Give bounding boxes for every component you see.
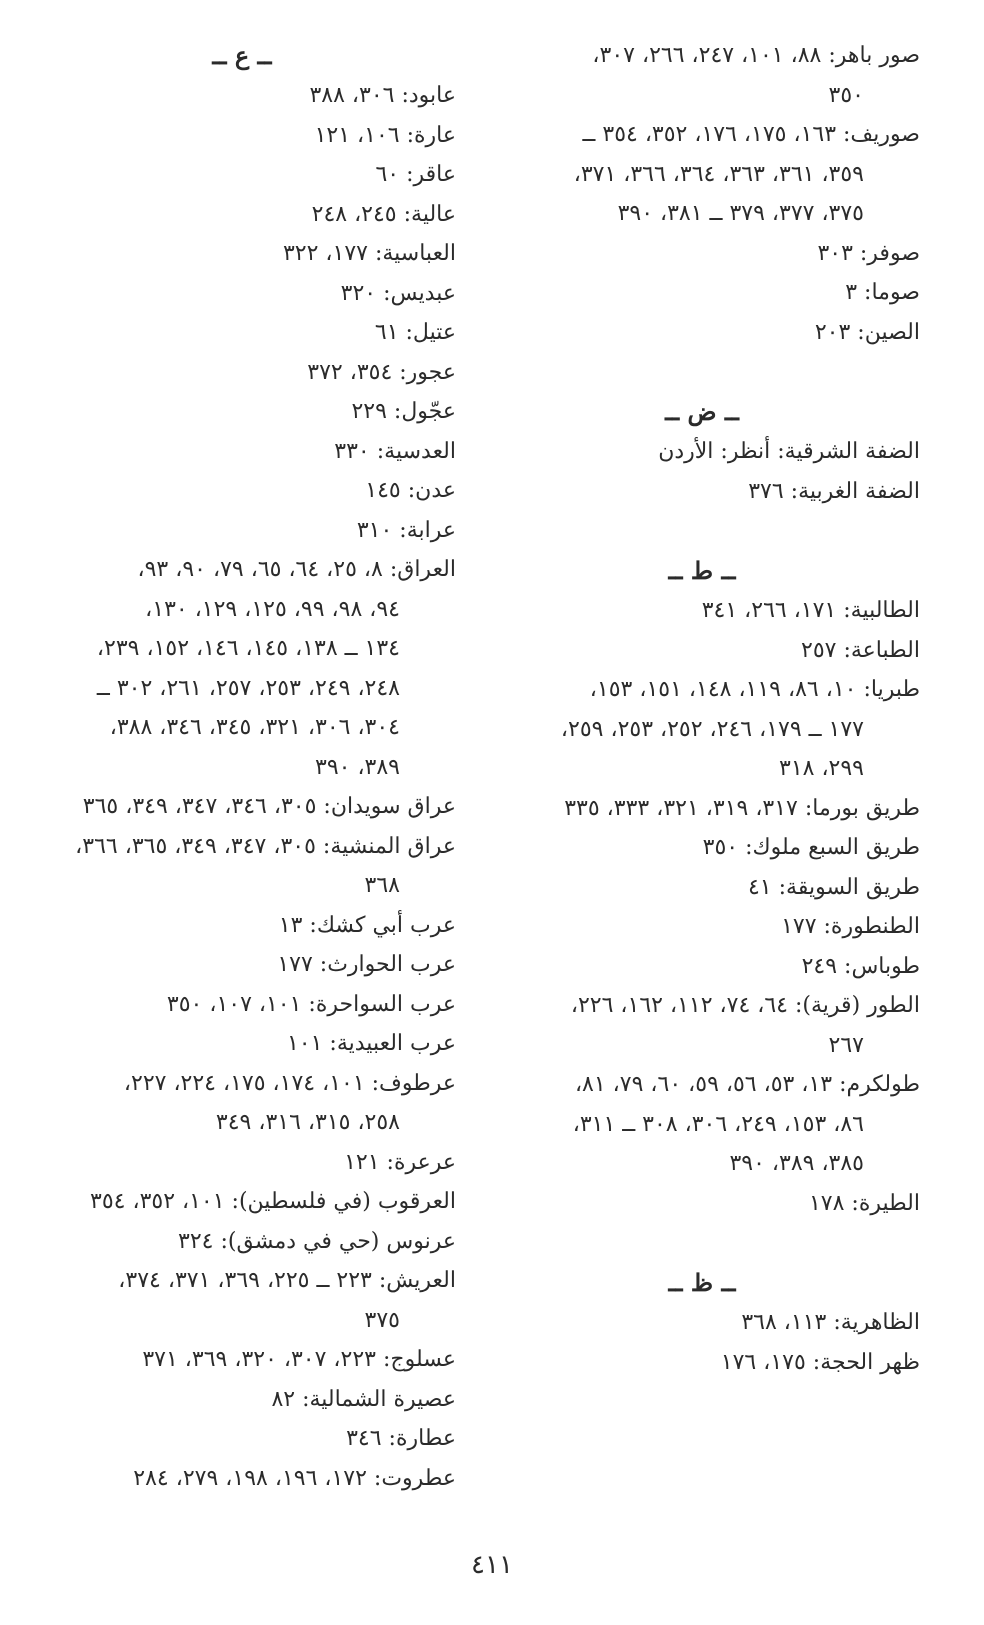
entry-refs: ٣٣٠ [334, 438, 370, 464]
entry-refs: ١٠، ٨٦، ١١٩، ١٤٨، ١٥١، ١٥٣، [589, 677, 857, 702]
entry-name: عاقر [413, 162, 456, 187]
entry-name: الظاهرية [840, 1310, 920, 1335]
index-entry: عرب السواحرة: ١٠١، ١٠٧، ٣٥٠ [166, 991, 456, 1017]
entry-name: عراق المنشية [330, 833, 456, 859]
entry-name: الطنطورة [830, 914, 920, 939]
index-entry: الطور (قرية): ٦٤، ٧٤، ١١٢، ١٦٢، ٢٢٦، ٢٦٧ [484, 986, 920, 1065]
entry-refs: ٣ [845, 280, 858, 305]
index-entry: الظاهرية: ١١٣، ٣٦٨ [741, 1310, 920, 1335]
entry-name: العرقوب (في فلسطين) [238, 1189, 456, 1214]
entry-name: العريش [386, 1268, 456, 1293]
entry-name: طريق السويقة [786, 874, 920, 900]
entry-refs: ١٧٧ [277, 952, 313, 977]
entry-refs: ٣٠٥، ٣٤٦، ٣٤٧، ٣٤٩، ٣٦٥ [82, 794, 317, 819]
entry-refs: ٢٤٩ [801, 953, 838, 979]
entry-refs: ٦١ [374, 320, 399, 345]
index-entry: الطالبية: ١٧١، ٢٦٦، ٣٤١ [701, 598, 920, 623]
entry-name: صوريف [850, 122, 920, 147]
entry-name: طريق بورما [812, 795, 920, 821]
entry-refs: ١٧٢، ١٩٦، ١٩٨، ٢٧٩، ٢٨٤ [133, 1465, 367, 1491]
index-entry: عاقر: ٦٠ [375, 162, 456, 187]
index-entry: عرب العبيدية: ١٠١ [286, 1031, 456, 1056]
entry-name: عرب السواحرة [315, 991, 456, 1017]
entry-name: العدسية [384, 438, 456, 464]
entry-name: عدن [415, 478, 456, 503]
entry-refs: ٣٢٤ [178, 1228, 214, 1254]
index-entry: عصيرة الشمالية: ٨٢ [271, 1386, 456, 1412]
entry-refs-cont: ٢٦٧ [828, 1032, 864, 1058]
entry-name: عرنوس (حي في دمشق) [227, 1228, 456, 1254]
entry-refs: ١٧١، ٢٦٦، ٣٤١ [701, 598, 837, 623]
entry-refs-cont: ٣٥٠ [828, 82, 864, 108]
index-entry: عبديس: ٣٢٠ [340, 280, 456, 306]
index-entry: الطباعة: ٢٥٧ [801, 637, 920, 663]
index-entry: صوما: ٣ [845, 280, 920, 305]
index-entry: الضفة الشرقية: أنظر: الأردن [658, 439, 920, 464]
entry-name: طوباس [851, 953, 920, 979]
entry-refs: ٢٤٥، ٢٤٨ [311, 201, 397, 227]
index-entry: عدن: ١٤٥ [365, 478, 456, 503]
entry-name: الضفة الشرقية [784, 439, 920, 464]
entry-name: طولكرم [846, 1072, 920, 1097]
entry-name: صوفر [867, 240, 920, 266]
entry-name: الطور (قرية) [802, 993, 920, 1018]
entry-name: عطارة [395, 1426, 456, 1451]
page-number: ٤١١ [471, 1550, 513, 1580]
entry-refs: ١٠٦، ١٢١ [314, 122, 400, 148]
index-entry: عرطوف: ١٠١، ١٧٤، ١٧٥، ٢٢٤، ٢٢٧، ٢٥٨، ٣١٥، ٣١٦، ٣٤٩ [28, 1064, 456, 1143]
entry-refs: ٣٥٤، ٣٧٢ [307, 359, 393, 385]
index-entry: طريق بورما: ٣١٧، ٣١٩، ٣٢١، ٣٣٣، ٣٣٥ [564, 795, 920, 821]
index-entry: عسلوج: ٢٢٣، ٣٠٧، ٣٢٠، ٣٦٩، ٣٧١ [142, 1347, 456, 1372]
entry-name: عالية [411, 201, 456, 227]
entry-refs: ٣٧٦ [748, 478, 784, 504]
entry-refs: ٣٥٠ [702, 835, 739, 860]
index-entry: طولكرم: ١٣، ٥٣، ٥٦، ٥٩، ٦٠، ٧٩، ٨١، ٨٦، ١٥٣، ٢٤٩، ٣٠٦، ٣٠٨ ــ ٣١١، ٣٨٥، ٣٨٩، ٣٩٠ [484, 1065, 920, 1184]
entry-refs: ٦٠ [375, 162, 400, 187]
entry-refs: ٣٠٣ [817, 240, 853, 266]
entry-refs: ٢٢٣، ٣٠٧، ٣٢٠، ٣٦٩، ٣٧١ [142, 1347, 376, 1372]
section-heading-dad: ــ ض ــ [665, 397, 739, 426]
entry-name: عجور [406, 359, 456, 385]
section-heading-za: ــ ظ ــ [668, 1268, 736, 1297]
entry-refs-cont: ٣٨٩، ٣٩٠ [315, 754, 400, 780]
entry-name: عارة [414, 122, 456, 148]
index-entry: عرعرة: ١٢١ [344, 1149, 456, 1175]
index-entry: العباسية: ١٧٧، ٣٢٢ [282, 241, 456, 266]
index-entry: طوباس: ٢٤٩ [801, 953, 920, 979]
index-entry: الطنطورة: ١٧٧ [781, 914, 920, 939]
entry-refs: ١٧٨ [808, 1190, 845, 1216]
index-entry: الضفة الغربية: ٣٧٦ [748, 478, 920, 504]
entry-refs-cont: ١٧٧ ــ ١٧٩، ٢٤٦، ٢٥٢، ٢٥٣، ٢٥٩، [560, 716, 864, 742]
entry-name: العباسية [382, 241, 456, 266]
entry-refs: ٣٢٠ [340, 280, 377, 306]
entry-refs: ١٠١ [286, 1031, 323, 1056]
entry-name: عرطوف [379, 1070, 456, 1096]
entry-refs: ١٠١، ١٧٤، ١٧٥، ٢٢٤، ٢٢٧، [123, 1070, 365, 1096]
entry-refs: ٢٢٣ ــ ٢٢٥، ٣٦٩، ٣٧١، ٣٧٤، [118, 1268, 372, 1293]
index-entry: العريش: ٢٢٣ ــ ٢٢٥، ٣٦٩، ٣٧١، ٣٧٤، ٣٧٥ [28, 1261, 456, 1340]
index-entry: عارة: ١٠٦، ١٢١ [314, 122, 456, 148]
entry-refs: ١٠١، ١٠٧، ٣٥٠ [166, 991, 302, 1017]
index-entry: صوريف: ١٦٣، ١٧٥، ١٧٦، ٣٥٢، ٣٥٤ ــ ٣٥٩، ٣٦١، ٣٦٣، ٣٦٤، ٣٦٦، ٣٧١، ٣٧٥، ٣٧٧، ٣٧٩ ــ ٣٨١، ٣٩٠ [484, 115, 920, 234]
entry-refs: ٢٢٩ [351, 399, 387, 424]
entry-refs-cont: ٣٠٤، ٣٠٦، ٣٢١، ٣٤٥، ٣٤٦، ٣٨٨، [109, 715, 400, 740]
index-entry: طريق السويقة: ٤١ [747, 874, 920, 900]
entry-refs: ٨، ٢٥، ٦٤، ٦٥، ٧٩، ٩٠، ٩٣، [137, 557, 383, 582]
index-entry: عراق المنشية: ٣٠٥، ٣٤٧، ٣٤٩، ٣٦٥، ٣٦٦، ٣٦٨ [28, 827, 456, 906]
index-entry: عرب الحوارث: ١٧٧ [277, 952, 456, 977]
index-entry: عتيل: ٦١ [374, 320, 456, 345]
index-entry: عرابة: ٣١٠ [356, 517, 456, 543]
index-entry: الصين: ٢٠٣ [814, 319, 920, 345]
index-entry: الطيرة: ١٧٨ [808, 1190, 920, 1216]
entry-name: طريق السبع ملوك [752, 835, 920, 860]
entry-name: عرب الحوارث [327, 952, 456, 977]
entry-refs: ٨٢ [271, 1386, 296, 1412]
entry-refs: ١٠١، ٣٥٢، ٣٥٤ [90, 1189, 225, 1214]
entry-refs-cont: ٣٥٩، ٣٦١، ٣٦٣، ٣٦٤، ٣٦٦، ٣٧١، [573, 161, 864, 187]
entry-refs-cont: ٨٦، ١٥٣، ٢٤٩، ٣٠٦، ٣٠٨ ــ ٣١١، [572, 1111, 864, 1137]
entry-refs: ٢٥٧ [801, 637, 837, 663]
entry-refs: ٣١٠ [356, 517, 393, 543]
right-column [484, 36, 920, 1382]
entry-name: صوما [871, 280, 920, 305]
index-entry: عابود: ٣٠٦، ٣٨٨ [309, 83, 456, 108]
index-entry: عراق سويدان: ٣٠٥، ٣٤٦، ٣٤٧، ٣٤٩، ٣٦٥ [82, 794, 456, 819]
entry-refs: ١٤٥ [365, 478, 401, 503]
entry-refs: ٨٨، ١٠١، ٢٤٧، ٢٦٦، ٣٠٧، [592, 43, 822, 68]
entry-name: عسلوج [390, 1347, 456, 1372]
index-entry: عرب أبي كشك: ١٣ [278, 912, 456, 938]
index-entry: عطروت: ١٧٢، ١٩٦، ١٩٨، ٢٧٩، ٢٨٤ [133, 1465, 456, 1491]
index-entry: العراق: ٨، ٢٥، ٦٤، ٦٥، ٧٩، ٩٠، ٩٣، ٩٤، ٩٨، ٩٩، ١٢٥، ١٢٩، ١٣٠، ١٣٤ ــ ١٣٨، ١٤٥، ١٤٦، ١٥٢، ٢٣٩، ٢٤٨، ٢٤٩، ٢٥٣، ٢٥٧، ٢٦١، ٣٠٢ ــ ٣٠٤، ٣٠٦، ٣٢١، ٣٤٥، ٣٤٦، ٣٨٨، ٣٨٩، ٣٩٠ [28, 550, 456, 787]
entry-refs: ١٦٣، ١٧٥، ١٧٦، ٣٥٢، ٣٥٤ ــ [582, 122, 837, 147]
entry-name: عبديس [390, 280, 456, 306]
entry-refs: ١٧٥، ١٧٦ [720, 1349, 806, 1375]
index-entry: عرنوس (حي في دمشق): ٣٢٤ [178, 1228, 456, 1254]
left-column [28, 36, 456, 1498]
entry-name: عابود [408, 83, 456, 108]
entry-refs-cont: ٢٥٨، ٣١٥، ٣١٦، ٣٤٩ [215, 1110, 400, 1135]
entry-refs: ٣٠٦، ٣٨٨ [309, 83, 395, 108]
entry-name: عرابة [406, 517, 456, 543]
entry-name: الطيرة [858, 1190, 920, 1216]
entry-name: عجّول [401, 399, 456, 424]
index-entry: طريق السبع ملوك: ٣٥٠ [702, 835, 920, 860]
section-heading-ta: ــ ط ــ [668, 556, 736, 585]
entry-name: عصيرة الشمالية [309, 1386, 456, 1412]
entry-name: العراق [397, 557, 456, 582]
entry-refs: ١١٣، ٣٦٨ [741, 1310, 827, 1335]
entry-refs: ٦٤، ٧٤، ١١٢، ١٦٢، ٢٢٦، [570, 993, 788, 1018]
entry-refs-cont: ٣٨٥، ٣٨٩، ٣٩٠ [729, 1151, 864, 1176]
index-entry: عالية: ٢٤٥، ٢٤٨ [311, 201, 456, 227]
index-entry: عجّول: ٢٢٩ [351, 399, 456, 424]
entry-refs: ٣١٧، ٣١٩، ٣٢١، ٣٣٣، ٣٣٥ [564, 795, 798, 821]
entry-refs: ٣٠٥، ٣٤٧، ٣٤٩، ٣٦٥، ٣٦٦، [75, 833, 316, 859]
entry-refs: أنظر: الأردن [658, 439, 771, 464]
index-entry: العدسية: ٣٣٠ [334, 438, 456, 464]
entry-refs: ١٧٧ [781, 914, 817, 939]
entry-name: صور باهر [835, 43, 920, 68]
section-heading-ain: ــ ع ــ [212, 41, 272, 70]
entry-name: طبريا [870, 677, 920, 702]
entry-refs: ٣٤٦ [346, 1426, 382, 1451]
entry-refs: ١٧٧، ٣٢٢ [282, 241, 368, 266]
entry-refs-cont: ٣٧٥ [364, 1307, 400, 1333]
index-entry: عطارة: ٣٤٦ [346, 1426, 456, 1451]
entry-name: عرب أبي كشك [316, 912, 456, 938]
entry-refs: ٤١ [747, 874, 772, 900]
entry-name: الصين [864, 319, 920, 345]
entry-name: عراق سويدان [330, 794, 456, 819]
entry-name: عرب العبيدية [336, 1031, 456, 1056]
index-entry: صور باهر: ٨٨، ١٠١، ٢٤٧، ٢٦٦، ٣٠٧، ٣٥٠ [484, 36, 920, 115]
entry-refs-cont: ٢٤٨، ٢٤٩، ٢٥٣، ٢٥٧، ٢٦١، ٣٠٢ ــ [96, 675, 400, 701]
entry-refs: ١٣، ٥٣، ٥٦، ٥٩، ٦٠، ٧٩، ٨١، [574, 1072, 833, 1097]
entry-refs: ١٣ [278, 912, 303, 938]
entry-refs-cont: ٢٩٩، ٣١٨ [779, 756, 864, 781]
index-entry: ظهر الحجة: ١٧٥، ١٧٦ [720, 1349, 920, 1375]
entry-name: عرعرة [393, 1149, 456, 1175]
entry-name: الطباعة [850, 637, 920, 663]
index-entry: طبريا: ١٠، ٨٦، ١١٩، ١٤٨، ١٥١، ١٥٣، ١٧٧ ــ ١٧٩، ٢٤٦، ٢٥٢، ٢٥٣، ٢٥٩، ٢٩٩، ٣١٨ [484, 670, 920, 789]
index-entry: العرقوب (في فلسطين): ١٠١، ٣٥٢، ٣٥٤ [90, 1189, 456, 1214]
entry-refs-cont: ٩٤، ٩٨، ٩٩، ١٢٥، ١٢٩، ١٣٠، [145, 596, 400, 622]
entry-refs: ١٢١ [344, 1149, 380, 1175]
entry-refs-cont: ٣٧٥، ٣٧٧، ٣٧٩ ــ ٣٨١، ٣٩٠ [617, 201, 864, 226]
index-entry: عجور: ٣٥٤، ٣٧٢ [307, 359, 456, 385]
entry-name: عطروت [381, 1465, 456, 1491]
entry-name: ظهر الحجة [820, 1349, 920, 1375]
entry-name: الطالبية [850, 598, 920, 623]
entry-refs: ٢٠٣ [814, 319, 851, 345]
entry-name: عتيل [412, 320, 456, 345]
entry-refs-cont: ١٣٤ ــ ١٣٨، ١٤٥، ١٤٦، ١٥٢، ٢٣٩، [96, 636, 400, 661]
index-entry: صوفر: ٣٠٣ [817, 240, 920, 266]
entry-refs-cont: ٣٦٨ [364, 873, 400, 898]
entry-name: الضفة الغربية [798, 478, 920, 504]
